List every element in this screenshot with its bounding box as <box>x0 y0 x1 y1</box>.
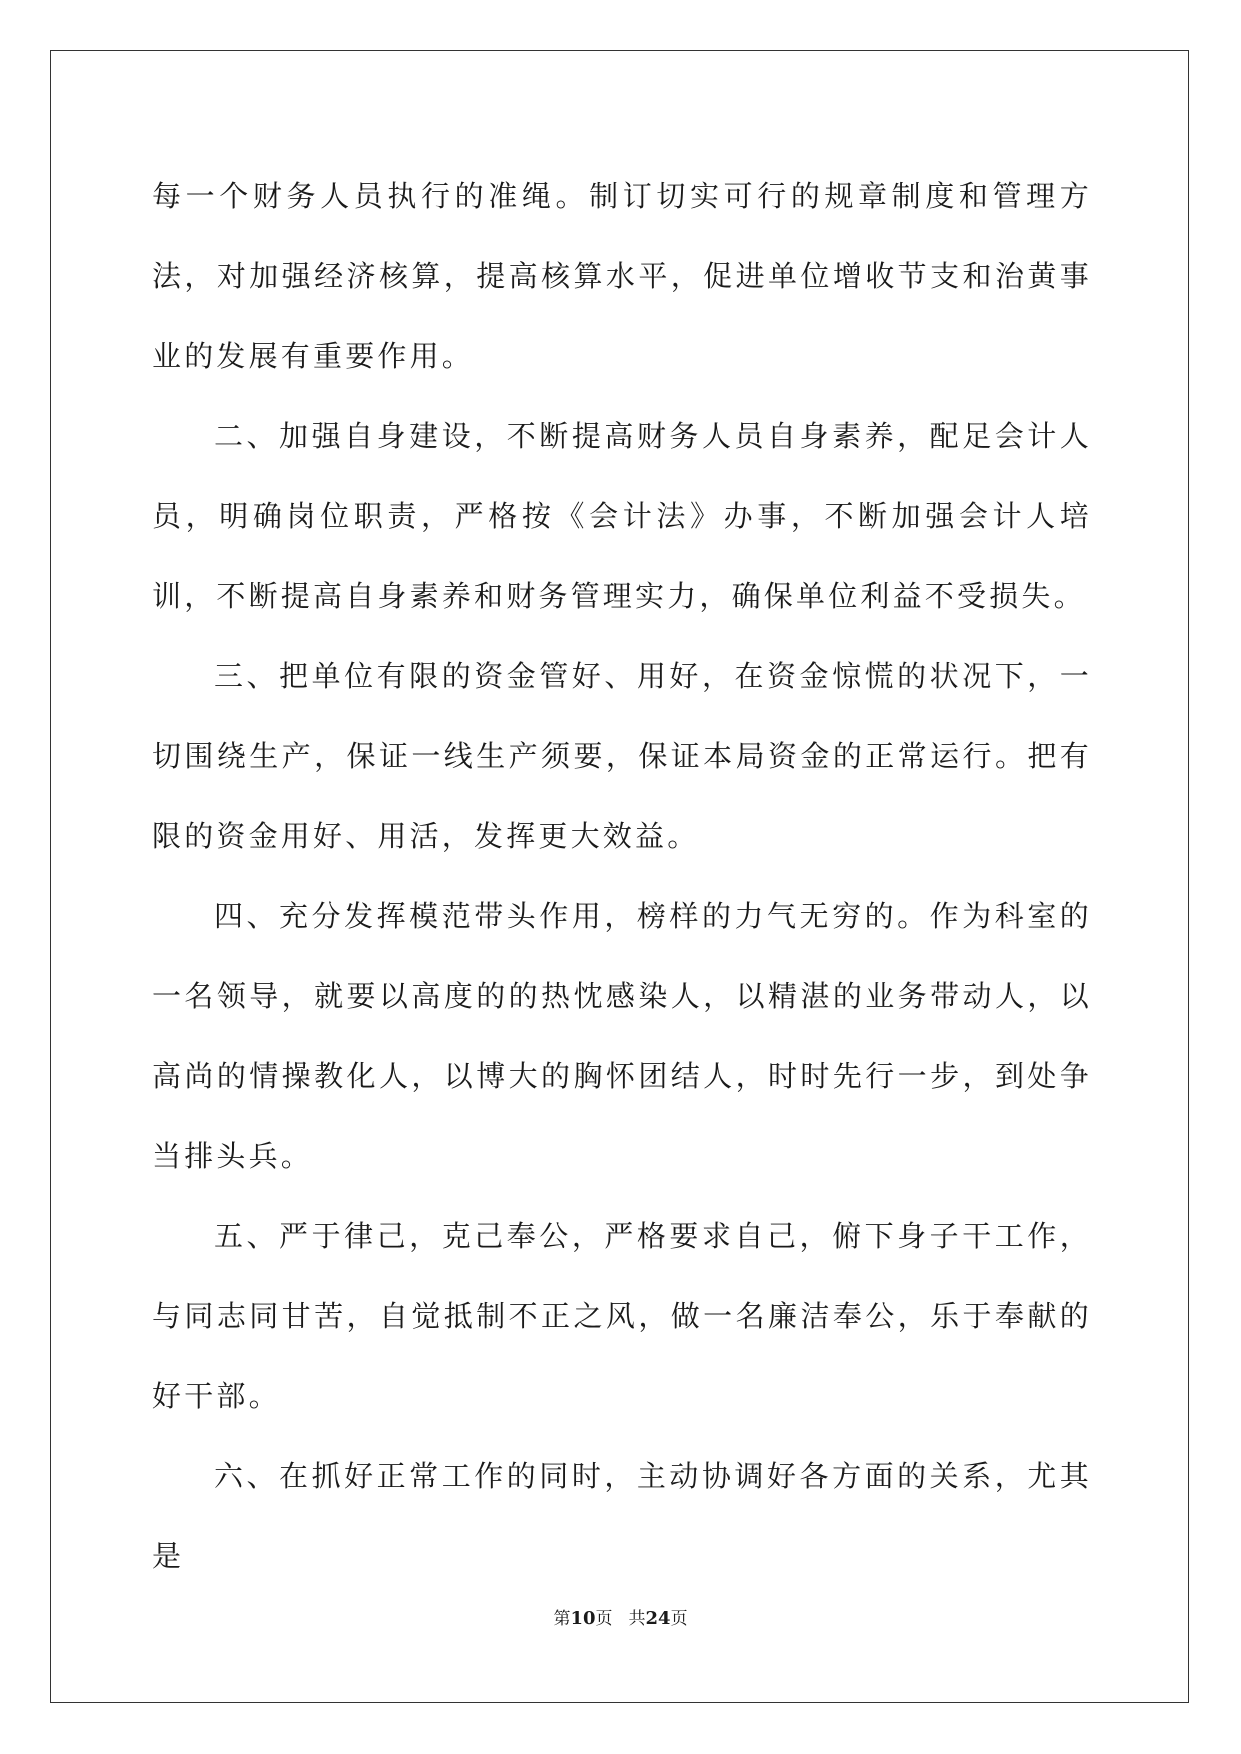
total-pages: 24 <box>645 1608 671 1629</box>
paragraph-3: 三、把单位有限的资金管好、用好，在资金惊慌的状况下，一切围绕生产，保证一线生产须要，保证本局资金的正常运行。把有限的资金用好、用活，发挥更大效益。 <box>152 659 1092 853</box>
paragraph-5: 五、严于律己，克己奉公，严格要求自己，俯下身子干工作，与同志同甘苦，自觉抵制不正之风，做一名廉洁奉公，乐于奉献的好干部。 <box>152 1219 1092 1413</box>
paragraph-2: 二、加强自身建设，不断提高财务人员自身素养，配足会计人员，明确岗位职责，严格按《会计法》办事，不断加强会计人培训，不断提高自身素养和财务管理实力，确保单位利益不受损失。 <box>152 419 1092 613</box>
paragraph-6: 六、在抓好正常工作的同时，主动协调好各方面的关系，尤其是 <box>152 1459 1092 1573</box>
page-footer <box>0 1604 1241 1629</box>
total-prefix: 共 <box>628 1609 646 1629</box>
page-suffix: 页 <box>595 1609 613 1629</box>
paragraph-1: 每一个财务人员执行的准绳。制订切实可行的规章制度和管理方法，对加强经济核算，提高核算水平，促进单位增收节支和治黄事业的发展有重要作用。 <box>152 179 1092 373</box>
total-suffix: 页 <box>670 1609 688 1629</box>
document-body <box>152 156 1092 1596</box>
page-number: 10 <box>570 1608 596 1629</box>
paragraph-4: 四、充分发挥模范带头作用，榜样的力气无穷的。作为科室的一名领导，就要以高度的的热忱感染人，以精湛的业务带动人，以高尚的情操教化人，以博大的胸怀团结人，时时先行一步，到处争当排头兵。 <box>152 899 1092 1173</box>
page-prefix: 第 <box>553 1609 571 1629</box>
